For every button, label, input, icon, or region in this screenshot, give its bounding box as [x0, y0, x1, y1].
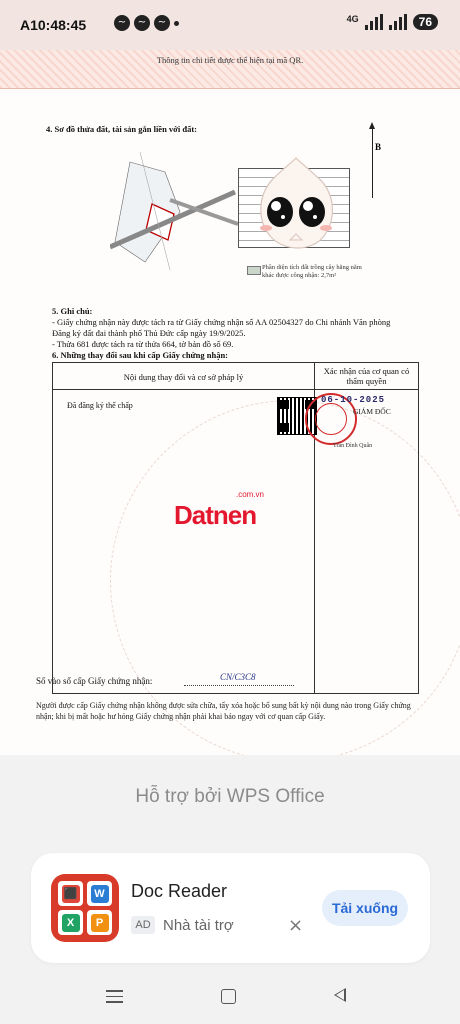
network-type: 4G [346, 14, 359, 24]
download-button[interactable]: Tải xuống [322, 890, 408, 926]
register-value: CN/C3C8 [220, 672, 256, 682]
date-stamp: 06-10-2025 [321, 395, 386, 405]
messenger-icon: ~ [114, 15, 130, 31]
signal-icon [365, 14, 383, 30]
section-5-title: 5. Ghi chú: [52, 306, 93, 316]
watermark-brand: Datnen [174, 500, 257, 530]
ad-badge: AD [131, 916, 155, 934]
messenger-icon: ~ [154, 15, 170, 31]
word-icon: W [91, 885, 109, 903]
legend-note: Phần diện tích đất trồng cây hằng năm khác được công nhận: 2,7m² [262, 264, 362, 279]
sticker-mascot-icon [250, 154, 342, 256]
table-divider [53, 389, 418, 390]
ad-card[interactable] [31, 853, 430, 963]
register-dots [184, 685, 294, 686]
footer-note: Người được cấp Giấy chứng nhận không được sửa chữa, tẩy xóa hoặc bổ sung bất kỳ nội dung nào trong Giấy chứng nhận; khi bị mất hoặc hư hỏng Giấy chứng nhận phải khai báo ngay với cơ quan cấp Giấy. [36, 701, 411, 721]
pdf-icon: ⬛ [62, 885, 80, 903]
signal-icon [389, 14, 407, 30]
north-label: B [375, 142, 382, 152]
land-plot-map [110, 152, 240, 270]
system-nav-bar [0, 968, 460, 1024]
sponsor-label: Nhà tài trợ [163, 917, 234, 934]
watermark-domain: .com.vn [236, 490, 265, 499]
status-bar [0, 0, 460, 50]
note-line: - Thửa 681 được tách ra từ thửa 664, tờ bản đồ số 69. [52, 339, 234, 349]
qr-note: Thông tin chi tiết được thể hiện tại mã QR. [156, 55, 304, 65]
legend-swatch [247, 266, 261, 275]
signer-title: GIÁM ĐỐC [353, 407, 391, 416]
excel-icon: X [62, 914, 80, 932]
back-icon[interactable] [334, 988, 346, 1002]
ad-app-name[interactable]: Doc Reader [131, 881, 228, 901]
section-4-title: 4. Sơ đồ thửa đất, tài sản gắn liền với đất: [46, 124, 198, 134]
messenger-icon: ~ [134, 15, 150, 31]
close-ad-icon[interactable]: × [288, 915, 304, 936]
doc-reader-app-icon[interactable] [51, 874, 119, 942]
powerpoint-icon: P [91, 914, 109, 932]
notes-section [52, 306, 392, 350]
change-entry: Đã đăng ký thế chấp [67, 401, 133, 410]
wps-support-text: Hỗ trợ bởi WPS Office [135, 786, 325, 807]
status-right [347, 14, 438, 30]
section-6-title: 6. Những thay đổi sau khi cấp Giấy chứng nhận: [52, 350, 229, 360]
column-header: Xác nhận của cơ quan có thẩm quyền [323, 366, 410, 386]
north-arrow-icon [372, 128, 373, 198]
datnen-watermark-logo [174, 490, 288, 530]
status-time: A10:48:45 [20, 17, 87, 33]
register-label: Số vào sổ cấp Giấy chứng nhận: [36, 676, 153, 686]
note-line: - Giấy chứng nhận này được tách ra từ Giấy chứng nhận số AA 02504327 do Chi nhánh Văn phòng Đăng ký đất đai thành phố Thủ Đức cấp ngày 19/9/2025. [52, 317, 391, 338]
notification-icons [114, 15, 179, 31]
more-notifications-icon [174, 21, 179, 26]
document-page[interactable] [0, 50, 460, 755]
signer-name: Trần Đình Quân [333, 443, 373, 449]
battery-icon: 76 [413, 14, 438, 30]
column-header: Nội dung thay đổi và cơ sở pháp lý [123, 372, 244, 382]
recent-apps-icon[interactable] [106, 990, 123, 1007]
home-icon[interactable] [221, 989, 236, 1004]
